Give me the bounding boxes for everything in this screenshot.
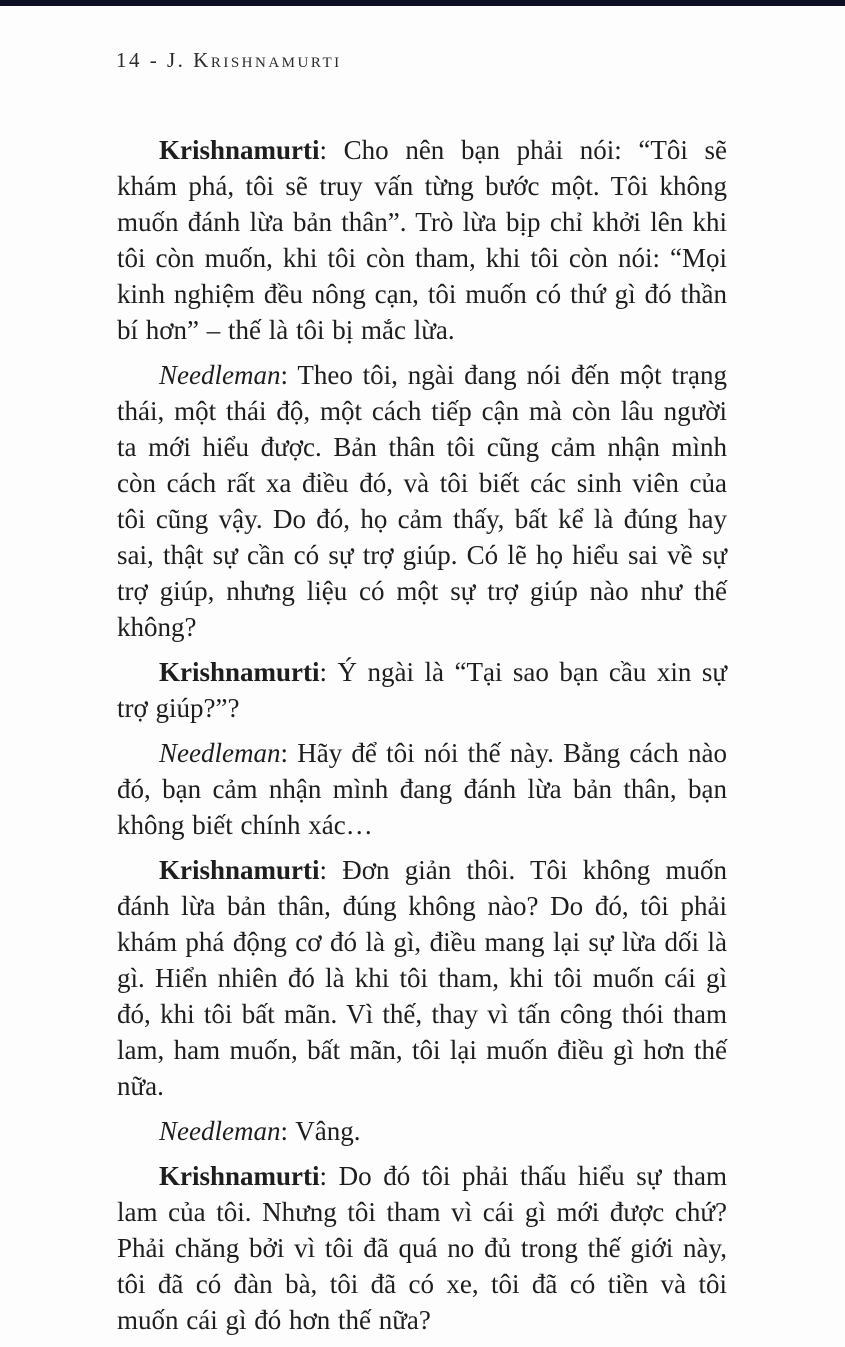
speaker-name: Krishnamurti: [159, 657, 320, 687]
speaker-name: Krishnamurti: [159, 1161, 320, 1191]
dialogue-paragraph: [117, 735, 727, 843]
dialogue-paragraph: [117, 132, 727, 348]
speech-text: : Ý ngài là “Tại sao bạn cầu xin sự trợ giúp?”?: [117, 657, 727, 723]
dialogue-paragraph: [117, 357, 727, 645]
speech-text: : Hãy để tôi nói thế này. Bằng cách nào đó, bạn cảm nhận mình đang đánh lừa bản thân, bạn không biết chính xác…: [117, 738, 727, 840]
dialogue-paragraph: [117, 654, 727, 726]
speaker-name: Krishnamurti: [159, 855, 320, 885]
dialogue-paragraph: [117, 1158, 727, 1338]
speech-text: : Cho nên bạn phải nói: “Tôi sẽ khám phá, tôi sẽ truy vấn từng bước một. Tôi không muốn đánh lừa bản thân”. Trò lừa bịp chỉ khởi lên khi tôi còn muốn, khi tôi còn tham, khi tôi còn nói: “Mọi kinh nghiệm đều nông cạn, tôi muốn có thứ gì đó thần bí hơn” – thế là tôi bị mắc lừa.: [117, 135, 727, 345]
speaker-name: Needleman: [159, 360, 281, 390]
speech-text: : Do đó tôi phải thấu hiểu sự tham lam của tôi. Nhưng tôi tham vì cái gì mới được chứ? Phải chăng bởi vì tôi đã quá no đủ trong thế giới này, tôi đã có đàn bà, tôi đã có xe, tôi đã có tiền và tôi muốn cái gì đó hơn thế nữa?: [117, 1161, 727, 1335]
dialogue-paragraph: [117, 852, 727, 1104]
speech-text: : Vâng.: [280, 1116, 361, 1146]
speaker-name: Needleman: [159, 1116, 281, 1146]
scan-edge-bar: [0, 0, 845, 6]
dialogue-content: [117, 132, 727, 1347]
speech-text: : Đơn giản thôi. Tôi không muốn đánh lừa bản thân, đúng không nào? Do đó, tôi phải khám phá động cơ đó là gì, điều mang lại sự lừa dối là gì. Hiển nhiên đó là khi tôi tham, khi tôi muốn cái gì đó, khi tôi bất mãn. Vì thế, thay vì tấn công thói tham lam, ham muốn, bất mãn, tôi lại muốn điều gì hơn thế nữa.: [117, 855, 727, 1101]
running-header: 14 - J. Krishnamurti: [116, 48, 342, 72]
speaker-name: Needleman: [159, 738, 281, 768]
dialogue-paragraph: [117, 1113, 727, 1149]
speech-text: : Theo tôi, ngài đang nói đến một trạng thái, một thái độ, một cách tiếp cận mà còn lâu người ta mới hiểu được. Bản thân tôi cũng cảm nhận mình còn cách rất xa điều đó, và tôi biết các sinh viên của tôi cũng vậy. Do đó, họ cảm thấy, bất kể là đúng hay sai, thật sự cần có sự trợ giúp. Có lẽ họ hiểu sai về sự trợ giúp, nhưng liệu có một sự trợ giúp nào như thế không?: [117, 360, 727, 642]
speaker-name: Krishnamurti: [159, 135, 320, 165]
